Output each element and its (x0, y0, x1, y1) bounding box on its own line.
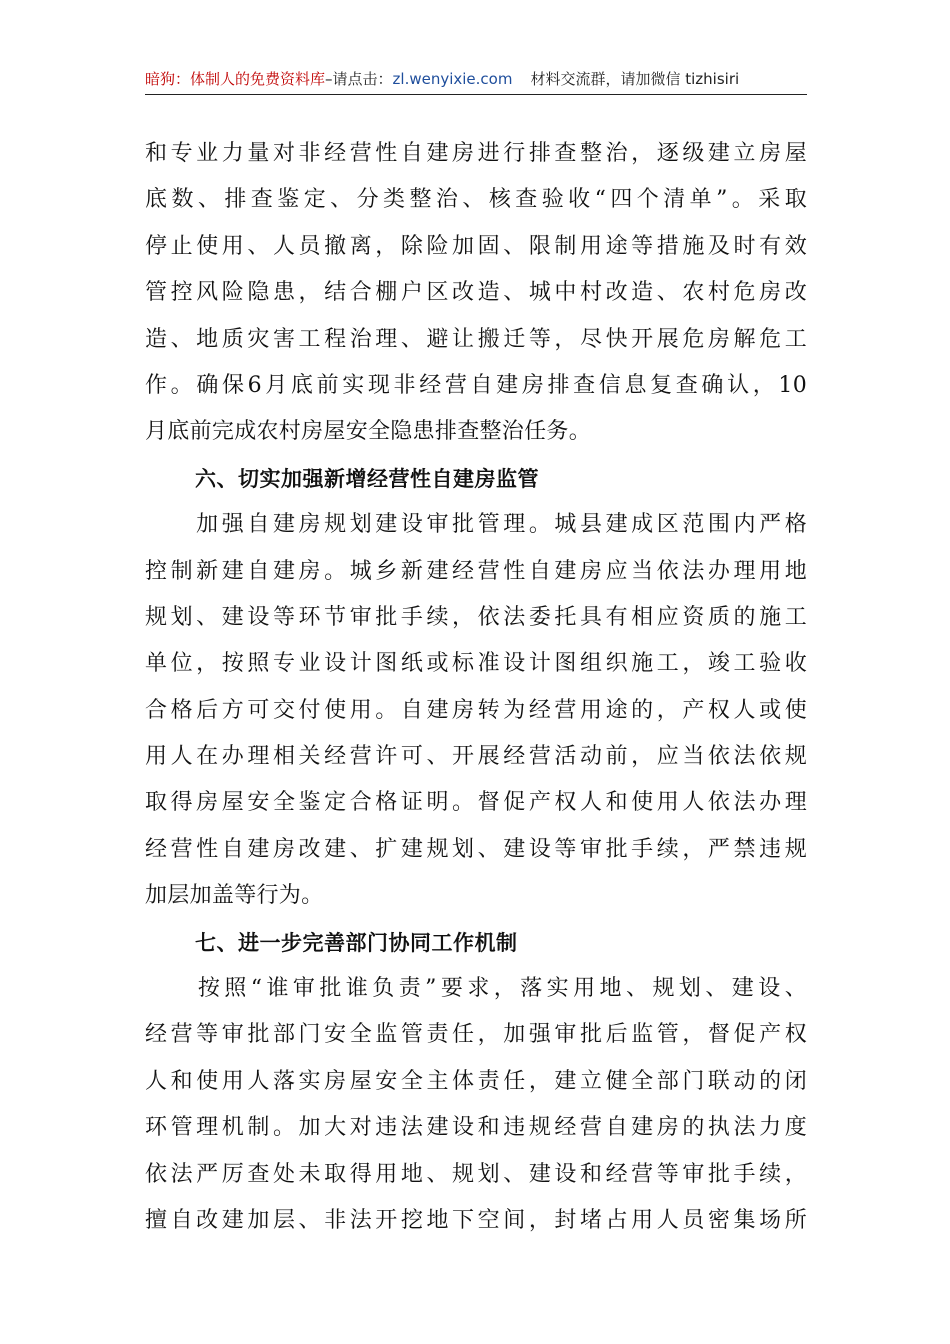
header-link-prefix: –请点击： (325, 70, 393, 88)
paragraph-line: 月底前完成农村房屋安全隐患排查整治任务。 (145, 419, 592, 445)
paragraph-line: 依法严厉查处未取得用地、规划、建设和经营等审批手续， (145, 1161, 807, 1187)
section-heading: 六、切实加强新增经营性自建房监管 (195, 466, 539, 491)
paragraph-line: 作。确保6月底前实现非经营自建房排查信息复查确认，10 (145, 372, 807, 398)
paragraph-line: 按照“谁审批谁负责”要求，落实用地、规划、建设、 (145, 976, 807, 1002)
paragraph-line: 停止使用、人员撤离，除险加固、限制用途等措施及时有效 (145, 233, 807, 259)
paragraph-line: 用人在办理相关经营许可、开展经营活动前，应当依法依规 (145, 744, 807, 770)
paragraph-line: 加层加盖等行为。 (145, 883, 324, 909)
paragraph-line: 造、地质灾害工程治理、避让搬迁等，尽快开展危房解危工 (145, 326, 807, 352)
paragraph-line: 擅自改建加层、非法开挖地下空间，封堵占用人员密集场所 (145, 1207, 807, 1233)
paragraph-line: 单位，按照专业设计图纸或标准设计图组织施工，竣工验收 (145, 651, 807, 677)
paragraph-line: 合格后方可交付使用。自建房转为经营用途的，产权人或使 (145, 697, 807, 723)
paragraph-line: 环管理机制。加大对违法建设和违规经营自建房的执法力度 (145, 1115, 807, 1141)
paragraph-line: 经营性自建房改建、扩建规划、建设等审批手续，严禁违规 (145, 836, 807, 862)
paragraph-line: 和专业力量对非经营性自建房进行排查整治，逐级建立房屋 (145, 141, 807, 166)
page-header (145, 64, 807, 95)
paragraph-line: 经营等审批部门安全监管责任，加强审批后监管，督促产权 (145, 1022, 807, 1048)
paragraph-line: 加强自建房规划建设审批管理。城县建成区范围内严格 (145, 512, 807, 538)
header-contact: 材料交流群，请加微信 tizhisiri (530, 70, 740, 88)
paragraph-line: 底数、排查鉴定、分类整治、核查验收“四个清单”。采取 (145, 187, 807, 213)
section-heading: 七、进一步完善部门协同工作机制 (195, 930, 518, 955)
paragraph-line: 管控风险隐患，结合棚户区改造、城中村改造、农村危房改 (145, 280, 807, 306)
header-link[interactable]: zl.wenyixie.com (392, 70, 513, 88)
header-brand: 暗狗：体制人的免费资料库 (145, 70, 326, 88)
paragraph-line: 控制新建自建房。城乡新建经营性自建房应当依法办理用地 (145, 558, 807, 584)
document-body (145, 131, 807, 1244)
paragraph-line: 规划、建设等环节审批手续，依法委托具有相应资质的施工 (145, 604, 807, 630)
paragraph-line: 人和使用人落实房屋安全主体责任，建立健全部门联动的闭 (145, 1068, 807, 1094)
paragraph-line: 取得房屋安全鉴定合格证明。督促产权人和使用人依法办理 (145, 790, 807, 816)
